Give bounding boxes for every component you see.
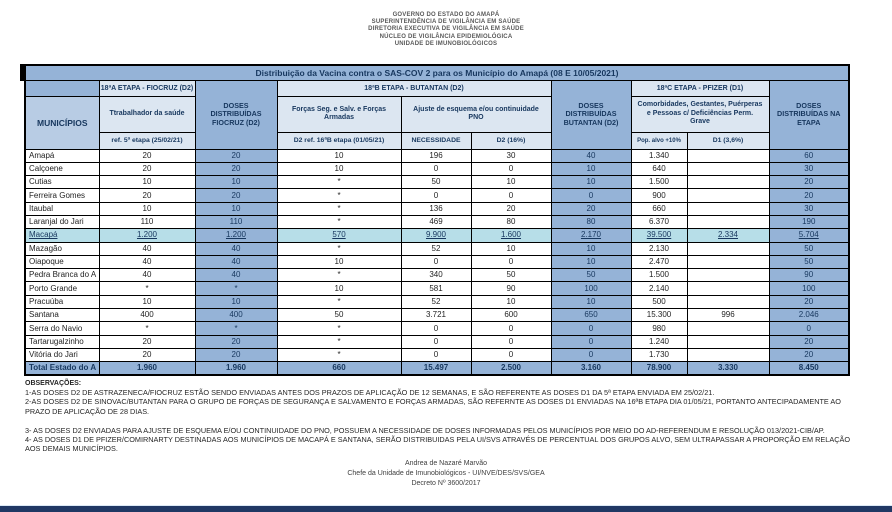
value-cell: * bbox=[277, 202, 401, 215]
value-cell: 600 bbox=[471, 309, 551, 322]
value-cell: 10 bbox=[551, 255, 631, 268]
value-cell: 80 bbox=[471, 215, 551, 228]
value-cell: 110 bbox=[195, 215, 277, 228]
table-row bbox=[25, 242, 849, 255]
value-cell: 80 bbox=[551, 215, 631, 228]
value-cell: 6.370 bbox=[631, 215, 687, 228]
municipios-header: MUNICÍPIOS bbox=[25, 96, 99, 149]
table-row bbox=[25, 176, 849, 189]
value-cell: * bbox=[99, 322, 195, 335]
value-cell: 3.330 bbox=[687, 362, 769, 376]
value-cell: 10 bbox=[551, 295, 631, 308]
value-cell: 50 bbox=[401, 176, 471, 189]
value-cell: 10 bbox=[551, 242, 631, 255]
value-cell: 30 bbox=[769, 162, 849, 175]
value-cell: 20 bbox=[99, 189, 195, 202]
value-cell: 50 bbox=[769, 255, 849, 268]
signature-decree: Decreto Nº 3600/2017 bbox=[411, 480, 481, 487]
value-cell: * bbox=[277, 348, 401, 361]
letterhead-line: NÚCLEO DE VIGILÂNCIA EPIDEMIOLÓGICA bbox=[379, 33, 513, 40]
observations-section bbox=[25, 379, 865, 453]
value-cell: 10 bbox=[277, 255, 401, 268]
observation-item-1: 1-AS DOSES D2 DE ASTRAZENECA/FIOCRUZ ESTÃO SENDO ENVIADAS ANTES DOS PRAZOS DE APLICAÇÃO DE 12 SEMANAS, E SÃO REFERENTE AS DOSES D1 DA 5ª ETAPA ENVIADA EM 25/02/21. bbox=[25, 388, 715, 398]
signature-name: Andrea de Nazaré Marvão bbox=[404, 460, 488, 467]
value-cell: 1.340 bbox=[631, 149, 687, 162]
d2-16pct-subheader: D2 (16%) bbox=[471, 132, 551, 149]
value-cell: 20 bbox=[99, 149, 195, 162]
value-cell: 469 bbox=[401, 215, 471, 228]
value-cell: 0 bbox=[401, 348, 471, 361]
value-cell: 340 bbox=[401, 269, 471, 282]
table-row bbox=[25, 335, 849, 348]
window-bottom-bar bbox=[0, 505, 892, 512]
value-cell: 0 bbox=[401, 322, 471, 335]
d2-ref-16b-subheader: D2 ref. 16ªB etapa (01/05/21) bbox=[277, 132, 401, 149]
municipality-name: Macapá bbox=[25, 229, 99, 242]
municipality-name: Mazagão bbox=[25, 242, 99, 255]
pop-alvo-subheader: Pop. alvo +10% bbox=[631, 132, 687, 149]
value-cell: 20 bbox=[769, 176, 849, 189]
value-cell: 0 bbox=[551, 348, 631, 361]
value-cell: 10 bbox=[471, 295, 551, 308]
municipality-name: Vitória do Jari bbox=[25, 348, 99, 361]
value-cell: 20 bbox=[99, 162, 195, 175]
value-cell: 136 bbox=[401, 202, 471, 215]
value-cell: 500 bbox=[631, 295, 687, 308]
value-cell: 20 bbox=[471, 202, 551, 215]
value-cell: 0 bbox=[551, 335, 631, 348]
table-row bbox=[25, 189, 849, 202]
necessidade-subheader: NECESSIDADE bbox=[401, 132, 471, 149]
doses-na-etapa-header: DOSES DISTRIBUÍDAS NA ETAPA bbox=[769, 80, 849, 149]
value-cell: 20 bbox=[769, 189, 849, 202]
value-cell: 3.160 bbox=[551, 362, 631, 376]
value-cell: 2.470 bbox=[631, 255, 687, 268]
empty-cell bbox=[25, 80, 99, 96]
value-cell: 400 bbox=[99, 309, 195, 322]
value-cell: 40 bbox=[551, 149, 631, 162]
value-cell: 0 bbox=[769, 322, 849, 335]
value-cell: * bbox=[277, 189, 401, 202]
d1-36pct-subheader: D1 (3,6%) bbox=[687, 132, 769, 149]
value-cell: 980 bbox=[631, 322, 687, 335]
column-header-row bbox=[25, 96, 849, 132]
value-cell: 90 bbox=[769, 269, 849, 282]
value-cell: 0 bbox=[471, 255, 551, 268]
value-cell: * bbox=[277, 176, 401, 189]
value-cell: 52 bbox=[401, 242, 471, 255]
value-cell: 39.500 bbox=[631, 229, 687, 242]
value-cell: 5.704 bbox=[769, 229, 849, 242]
value-cell: 90 bbox=[471, 282, 551, 295]
value-cell bbox=[687, 215, 769, 228]
value-cell: * bbox=[277, 215, 401, 228]
municipality-name: Amapá bbox=[25, 149, 99, 162]
observation-item-4: 4- AS DOSES D1 DE PFIZER/COMIRNARTY DESTINADAS AOS MUNICÍPIOS DE MACAPÁ E SANTANA, SERÃO DISTRIBUIDAS PELA UI/SVS ATRAVÉS DE PERCENTUAL DOS GRUPOS ALVO, SEM ULTRAPASSAR A PROPORÇÃO EM RELAÇÃO AOS DEMAIS MUNICÍPIOS. bbox=[25, 435, 851, 454]
doses-fiocruz-header: DOSES DISTRIBUÍDAS FIOCRUZ (D2) bbox=[195, 80, 277, 149]
table-row bbox=[25, 348, 849, 361]
etapa-b-header: 18ªB ETAPA - BUTANTAN (D2) bbox=[277, 80, 551, 96]
value-cell: 20 bbox=[195, 189, 277, 202]
municipality-name: Oiapoque bbox=[25, 255, 99, 268]
value-cell: 20 bbox=[99, 335, 195, 348]
value-cell: * bbox=[99, 282, 195, 295]
etapa-a-header: 18ªA ETAPA - FIOCRUZ (D2) bbox=[99, 80, 195, 96]
value-cell: 0 bbox=[401, 255, 471, 268]
value-cell: 20 bbox=[195, 335, 277, 348]
value-cell: 15.300 bbox=[631, 309, 687, 322]
table-row bbox=[25, 149, 849, 162]
observations-title: OBSERVAÇÕES: bbox=[25, 380, 82, 387]
value-cell: 1.730 bbox=[631, 348, 687, 361]
value-cell: 10 bbox=[277, 149, 401, 162]
value-cell: 78.900 bbox=[631, 362, 687, 376]
value-cell: 2.046 bbox=[769, 309, 849, 322]
value-cell: 40 bbox=[99, 242, 195, 255]
municipality-name: Itaubal bbox=[25, 202, 99, 215]
letterhead-line: SUPERINTENDÊNCIA DE VIGILÂNCIA EM SAÚDE bbox=[371, 19, 521, 26]
value-cell: 10 bbox=[195, 295, 277, 308]
value-cell bbox=[687, 189, 769, 202]
value-cell: 0 bbox=[551, 189, 631, 202]
value-cell: 40 bbox=[195, 269, 277, 282]
value-cell: 1.200 bbox=[195, 229, 277, 242]
value-cell: 50 bbox=[551, 269, 631, 282]
value-cell: 20 bbox=[769, 348, 849, 361]
value-cell: 20 bbox=[195, 348, 277, 361]
table-row bbox=[25, 229, 849, 242]
value-cell: 660 bbox=[277, 362, 401, 376]
value-cell bbox=[687, 202, 769, 215]
value-cell: 50 bbox=[769, 242, 849, 255]
value-cell: 3.721 bbox=[401, 309, 471, 322]
value-cell: 40 bbox=[195, 242, 277, 255]
table-title: Distribuição da Vacina contra o SAS-COV 2 para os Município do Amapá (08 E 10/05/2021) bbox=[25, 65, 849, 80]
value-cell: 2.500 bbox=[471, 362, 551, 376]
value-cell: 30 bbox=[769, 202, 849, 215]
value-cell bbox=[687, 255, 769, 268]
value-cell: 15.497 bbox=[401, 362, 471, 376]
municipality-name: Santana bbox=[25, 309, 99, 322]
total-row-label: Total Estado do A bbox=[25, 362, 99, 376]
value-cell: 1.240 bbox=[631, 335, 687, 348]
value-cell bbox=[687, 149, 769, 162]
value-cell: 996 bbox=[687, 309, 769, 322]
value-cell: 10 bbox=[277, 162, 401, 175]
letterhead-line: UNIDADE DE IMUNOBIOLÓGICOS bbox=[394, 40, 498, 47]
value-cell: 50 bbox=[471, 269, 551, 282]
municipality-name: Pracuúba bbox=[25, 295, 99, 308]
value-cell: * bbox=[277, 335, 401, 348]
ref-5a-etapa-subheader: ref. 5ª etapa (25/02/21) bbox=[99, 132, 195, 149]
value-cell: 0 bbox=[401, 189, 471, 202]
table-row bbox=[25, 282, 849, 295]
title-row bbox=[25, 65, 849, 80]
value-cell bbox=[687, 269, 769, 282]
municipality-name: Pedra Branca do A bbox=[25, 269, 99, 282]
value-cell: 10 bbox=[277, 282, 401, 295]
observation-item-2: 2-AS DOSES D2 DE SINOVAC/BUTANTAN PARA O GRUPO DE FORÇAS DE SEGURANÇA E SALVAMENTO E FORÇAS ARMADAS, SÃO REFERNTE AS DOSES D1 ENVIADAS NA 16ªB ETAPA DIA 01/05/21, PORTANTO ANTECIPADAMENTE AO PRAZO DE APLICAÇÃO DE 28 DIAS. bbox=[25, 397, 841, 416]
value-cell: 20 bbox=[769, 295, 849, 308]
ajuste-esquema-header: Ajuste de esquema e/ou continuidade PNO bbox=[401, 96, 551, 132]
value-cell: 400 bbox=[195, 309, 277, 322]
value-cell bbox=[687, 322, 769, 335]
value-cell: 50 bbox=[277, 309, 401, 322]
value-cell: 2.334 bbox=[687, 229, 769, 242]
value-cell: 2.170 bbox=[551, 229, 631, 242]
value-cell: 1.200 bbox=[99, 229, 195, 242]
government-letterhead bbox=[0, 12, 892, 48]
value-cell: 2.130 bbox=[631, 242, 687, 255]
table-row bbox=[25, 202, 849, 215]
etapa-c-header: 18ªC ETAPA - PFIZER (D1) bbox=[631, 80, 769, 96]
forcas-seguranca-header: Forças Seg. e Salv. e Forças Armadas bbox=[277, 96, 401, 132]
value-cell: 1.500 bbox=[631, 269, 687, 282]
municipality-name: Porto Grande bbox=[25, 282, 99, 295]
municipality-name: Ferreira Gomes bbox=[25, 189, 99, 202]
comorbidades-header: Comorbidades, Gestantes, Puérperas e Pessoas c/ Deficiências Perm. Grave bbox=[631, 96, 769, 132]
signature-block bbox=[0, 459, 892, 489]
value-cell: 581 bbox=[401, 282, 471, 295]
value-cell: 0 bbox=[471, 348, 551, 361]
municipality-name: Calçoene bbox=[25, 162, 99, 175]
value-cell: 900 bbox=[631, 189, 687, 202]
value-cell: 10 bbox=[551, 176, 631, 189]
table-row bbox=[25, 295, 849, 308]
value-cell: 10 bbox=[195, 176, 277, 189]
value-cell: 10 bbox=[99, 176, 195, 189]
value-cell: 40 bbox=[99, 269, 195, 282]
municipality-name: Cutias bbox=[25, 176, 99, 189]
value-cell: 10 bbox=[551, 162, 631, 175]
value-cell: 52 bbox=[401, 295, 471, 308]
value-cell: 0 bbox=[471, 322, 551, 335]
value-cell: 110 bbox=[99, 215, 195, 228]
value-cell: 1.960 bbox=[99, 362, 195, 376]
value-cell: 10 bbox=[195, 202, 277, 215]
value-cell: * bbox=[277, 242, 401, 255]
value-cell bbox=[687, 282, 769, 295]
value-cell: 1.600 bbox=[471, 229, 551, 242]
value-cell bbox=[687, 348, 769, 361]
value-cell: 190 bbox=[769, 215, 849, 228]
value-cell: 20 bbox=[195, 149, 277, 162]
table-row bbox=[25, 162, 849, 175]
table-row bbox=[25, 215, 849, 228]
value-cell: 0 bbox=[551, 322, 631, 335]
sub-header-row bbox=[25, 132, 849, 149]
value-cell: 2.140 bbox=[631, 282, 687, 295]
value-cell: 10 bbox=[471, 176, 551, 189]
value-cell: 20 bbox=[195, 162, 277, 175]
value-cell: 40 bbox=[195, 255, 277, 268]
value-cell: 0 bbox=[471, 162, 551, 175]
value-cell: 0 bbox=[471, 189, 551, 202]
value-cell: 196 bbox=[401, 149, 471, 162]
value-cell: 1.500 bbox=[631, 176, 687, 189]
trabalhador-saude-header: Ttrabalhador da saúde bbox=[99, 96, 195, 132]
table-row bbox=[25, 269, 849, 282]
table-row bbox=[25, 322, 849, 335]
value-cell: 0 bbox=[471, 335, 551, 348]
value-cell: 20 bbox=[551, 202, 631, 215]
value-cell: * bbox=[195, 322, 277, 335]
value-cell: 100 bbox=[769, 282, 849, 295]
value-cell: 9.900 bbox=[401, 229, 471, 242]
total-row bbox=[25, 362, 849, 376]
value-cell: 0 bbox=[401, 335, 471, 348]
value-cell bbox=[687, 295, 769, 308]
doses-butantan-header: DOSES DISTRIBUÍDAS BUTANTAN (D2) bbox=[551, 80, 631, 149]
value-cell: 660 bbox=[631, 202, 687, 215]
table-row bbox=[25, 309, 849, 322]
etapa-header-row bbox=[25, 80, 849, 96]
municipality-name: Serra do Navio bbox=[25, 322, 99, 335]
value-cell: * bbox=[277, 295, 401, 308]
value-cell: 100 bbox=[551, 282, 631, 295]
municipality-name: Laranjal do Jari bbox=[25, 215, 99, 228]
value-cell: 0 bbox=[401, 162, 471, 175]
observation-item-3: 3- AS DOSES D2 ENVIADAS PARA AJUSTE DE ESQUEMA E/OU CONTINUIDADE DO PNO, POSSUEM A NECESSIDADE DE DOSES INFORMADAS PELOS MUNICÍPIOS POR MEIO DO AD-REFERENDUM E RESOLUÇÃO 013/2021-CIB/AP. bbox=[25, 425, 825, 435]
value-cell: 40 bbox=[99, 255, 195, 268]
vaccine-distribution-table bbox=[24, 64, 850, 376]
value-cell: 30 bbox=[471, 149, 551, 162]
value-cell: * bbox=[277, 269, 401, 282]
value-cell: * bbox=[277, 322, 401, 335]
value-cell: 10 bbox=[99, 295, 195, 308]
value-cell: 570 bbox=[277, 229, 401, 242]
value-cell bbox=[687, 242, 769, 255]
value-cell bbox=[687, 162, 769, 175]
value-cell bbox=[687, 335, 769, 348]
letterhead-line: DIRETORIA EXECUTIVA DE VIGILÂNCIA EM SAÚDE bbox=[368, 26, 524, 33]
value-cell bbox=[687, 176, 769, 189]
value-cell: 60 bbox=[769, 149, 849, 162]
letterhead-line: GOVERNO DO ESTADO DO AMAPÁ bbox=[392, 12, 500, 18]
value-cell: 20 bbox=[769, 335, 849, 348]
value-cell: 8.450 bbox=[769, 362, 849, 376]
value-cell: * bbox=[195, 282, 277, 295]
value-cell: 640 bbox=[631, 162, 687, 175]
municipality-name: Tartarugalzinho bbox=[25, 335, 99, 348]
table-row bbox=[25, 255, 849, 268]
signature-role: Chefe da Unidade de Imunobiológicos - UI/NVE/DES/SVS/GEA bbox=[347, 470, 545, 477]
value-cell: 650 bbox=[551, 309, 631, 322]
value-cell: 10 bbox=[99, 202, 195, 215]
value-cell: 10 bbox=[471, 242, 551, 255]
value-cell: 1.960 bbox=[195, 362, 277, 376]
value-cell: 20 bbox=[99, 348, 195, 361]
